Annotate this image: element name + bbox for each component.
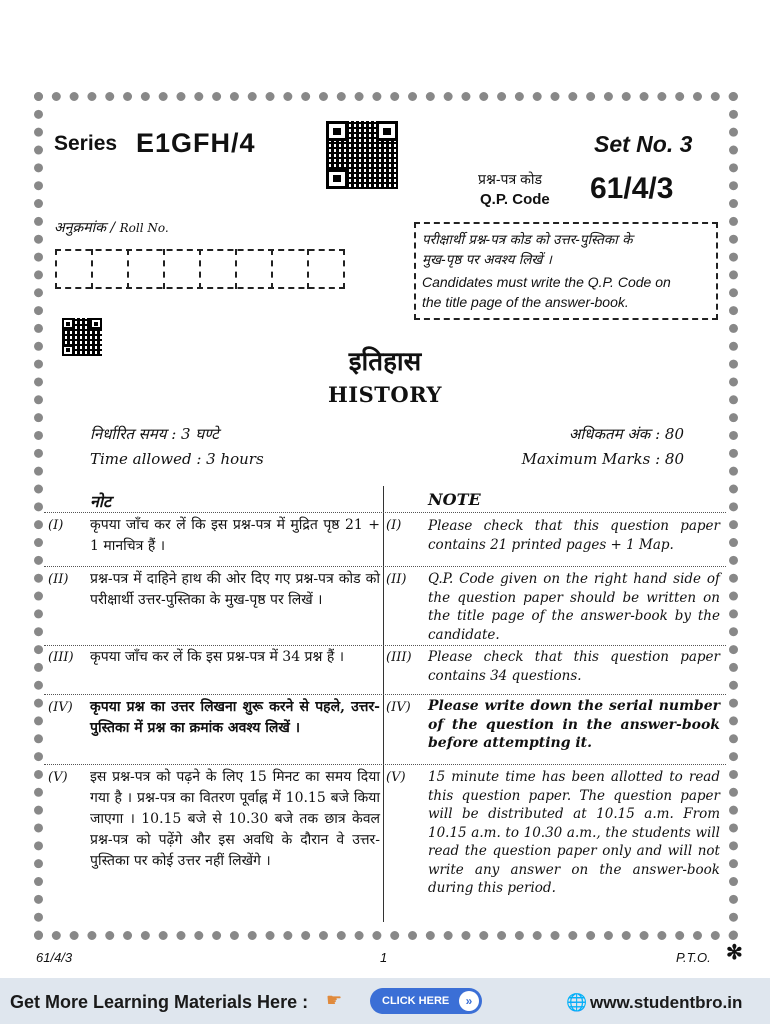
note-text-hi: कृपया जाँच कर लें कि इस प्रश्न-पत्र में 34 प्रश्न हैं । [90,649,345,665]
roll-label-hi: अनुक्रमांक [54,220,106,236]
note-text-hi: कृपया प्रश्न का उत्तर लिखना शुरू करने से पहले, उत्तर-पुस्तिका में प्रश्न का क्रमांक अवश्य लिखें । [90,699,380,736]
promo-text: Get More Learning Materials Here : [10,992,309,1012]
max-marks-hi: अधिकतम अंक : 80 [568,425,684,443]
note-text-hi: कृपया जाँच कर लें कि इस प्रश्न-पत्र में मुद्रित पृष्ठ 21 + 1 मानचित्र हैं । [90,517,380,554]
time-allowed-en: Time allowed : 3 hours [90,450,264,468]
arrow-right-icon: » [459,991,479,1011]
website-link[interactable]: www.studentbro.in [590,993,743,1012]
pto-label: P.T.O. [676,950,711,965]
notice-en-line1: Candidates must write the Q.P. Code on [422,274,671,290]
qr-code-icon [326,121,398,189]
note-number: (II) [386,572,407,587]
note-number: (III) [386,650,412,665]
notes-heading-en: NOTE [428,490,481,509]
notes-column-divider [383,486,384,922]
note-number: (I) [386,518,402,533]
subject-title-en: HISTORY [327,382,443,407]
max-marks-en: Maximum Marks : 80 [521,450,684,468]
note-text-hi: इस प्रश्न-पत्र को पढ़ने के लिए 15 मिनट का समय दिया गया है । प्रश्न-पत्र का वितरण पूर्वाह्न में 10.15 बजे किया जाएगा । 10.15 बजे से 10.30 बजे तक छात्र केवल प्रश्न-पत्र को पढ़ेंगे और इस अवधि के दौरान वे उत्तर-पुस्तिका पर कोई उत्तर नहीं लिखेंगे । [90,769,380,869]
footer-qp-code: 61/4/3 [36,950,73,965]
globe-icon: 🌐 [566,993,588,1013]
roll-number-label: अनुक्रमांक / Roll No. [54,220,169,236]
note-number: (V) [48,770,68,785]
note-number: (IV) [48,700,73,715]
time-allowed-hi: निर्धारित समय : 3 घण्टे [90,425,219,443]
asterisk-icon: ✻ [726,940,743,964]
subject-title-hi: इतिहास [348,347,422,377]
note-text-hi: प्रश्न-पत्र में दाहिने हाथ की ओर दिए गए प्रश्न-पत्र कोड को परीक्षार्थी उत्तर-पुस्तिका के मुख-पृष्ठ पर लिखें । [90,571,380,608]
qp-code-label-en: Q.P. Code [480,191,550,208]
note-text-en: Please write down the serial number of the question in the answer-book before attempting it. [428,698,720,751]
series-code: E1GFH/4 [136,128,256,158]
note-number: (II) [48,572,69,587]
roll-label-en: Roll No. [119,221,169,235]
note-text-en: Please check that this question paper contains 21 printed pages + 1 Map. [428,518,720,553]
page-number: 1 [380,950,388,965]
qp-code-notice-box [414,222,718,320]
notice-en-line2: the title page of the answer-book. [422,294,629,310]
roll-number-boxes[interactable] [55,249,345,289]
note-text-en: 15 minute time has been allotted to read this question paper. The question paper will be distributed at 10.15 a.m. From 10.15 a.m. to 10.30 a.m., the students will read the question paper only and will not write any answer on the answer-book during this period. [428,769,720,896]
notes-heading-hi: नोट [90,492,112,511]
qp-code: 61/4/3 [590,172,674,205]
pointing-hand-icon: ☛ [326,990,343,1011]
click-here-button[interactable] [370,988,482,1014]
notice-hi-line2: मुख-पृष्ठ पर अवश्य लिखें । [422,252,552,268]
note-number: (III) [48,650,74,665]
set-number: Set No. 3 [594,131,693,157]
series-label: Series [54,132,118,155]
note-text-en: Q.P. Code given on the right hand side of the question paper should be written on the title page of the answer-book by the candidate. [428,571,720,643]
qp-code-label-hi: प्रश्न-पत्र कोड [478,171,542,187]
click-here-label: CLICK HERE [382,995,450,1007]
note-number: (IV) [386,700,411,715]
notice-hi-line1: परीक्षार्थी प्रश्न-पत्र कोड को उत्तर-पुस्तिका के [422,232,633,248]
note-number: (I) [48,518,64,533]
note-number: (V) [386,770,406,785]
note-text-en: Please check that this question paper contains 34 questions. [428,649,720,684]
